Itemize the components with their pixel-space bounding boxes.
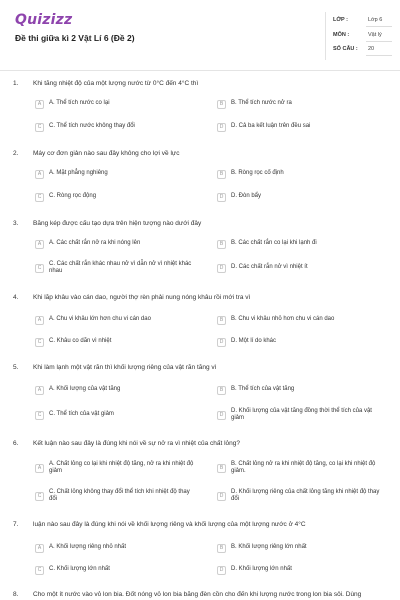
option-d[interactable]	[217, 485, 392, 507]
question-text: Khi tăng nhiệt độ của một lượng nước từ 0°C đến 4°C thì	[33, 80, 199, 87]
option-text: A. Các chất rắn nở ra khi nóng lên	[49, 240, 141, 247]
question-number: 4.	[13, 294, 19, 301]
question-number: 5.	[13, 364, 19, 371]
meta-count-underline	[366, 55, 392, 56]
option-a[interactable]	[35, 237, 210, 251]
meta-subject-label: MÔN :	[333, 32, 350, 38]
option-d[interactable]	[217, 190, 392, 204]
option-letter-badge: A	[35, 544, 44, 553]
option-text: A. Khối lượng của vật tăng	[49, 386, 121, 393]
question-number: 3.	[13, 220, 19, 227]
option-letter-badge: D	[217, 411, 226, 420]
option-b[interactable]	[217, 313, 392, 327]
question-number: 6.	[13, 440, 19, 447]
option-text: A. Mặt phẳng nghiêng	[49, 170, 108, 177]
option-letter-badge: A	[35, 240, 44, 249]
option-letter-badge: C	[35, 338, 44, 347]
option-text: D. Khối lượng của vật tăng đồng thời thể tích của vật giảm	[231, 407, 372, 421]
option-letter-badge: B	[217, 386, 226, 395]
option-letter-badge: A	[35, 316, 44, 325]
question-text: Khi làm lạnh một vật rắn thì khối lượng riêng của vật rắn tăng vì	[33, 364, 217, 371]
option-a[interactable]	[35, 383, 210, 397]
question-text: Cho một ít nước vào vỏ lon bia. Đốt nóng vỏ lon bia bằng đèn cồn cho đến khi lượng nước trong lon bia sôi. Dùng	[33, 591, 362, 598]
option-text: D. Các chất rắn nở vì nhiệt ít	[231, 264, 308, 271]
option-c[interactable]	[35, 120, 210, 134]
option-letter-badge: B	[217, 544, 226, 553]
option-letter-badge: D	[217, 193, 226, 202]
meta-count-label: SỐ CÂU :	[333, 46, 358, 52]
question-number: 7.	[13, 521, 19, 528]
question-text: Kết luận nào sau đây là đúng khi nói về sự nở ra vì nhiệt của chất lỏng?	[33, 440, 240, 447]
option-text: D. Khối lượng lớn nhất	[231, 566, 292, 573]
option-text: C. Chất lỏng không thay đổi thể tích khi nhiệt độ thay đổi	[49, 488, 190, 502]
option-text: C. Thể tích của vật giảm	[49, 411, 114, 418]
option-text: C. Khối lượng lớn nhất	[49, 566, 110, 573]
option-letter-badge: C	[35, 411, 44, 420]
option-letter-badge: A	[35, 170, 44, 179]
option-letter-badge: C	[35, 492, 44, 501]
option-text: B. Khối lượng riêng lớn nhất	[231, 544, 307, 551]
option-d[interactable]	[217, 404, 392, 426]
meta-class-underline	[366, 26, 392, 27]
option-letter-badge: D	[217, 264, 226, 273]
option-letter-badge: C	[35, 123, 44, 132]
option-a[interactable]	[35, 541, 210, 555]
question-text: Khi lắp khâu vào cán dao, người thợ rèn phải nung nóng khâu rồi mới tra vì	[33, 294, 251, 301]
option-text: C. Các chất rắn khác nhau nở vì dẫn nở vì nhiệt khác nhau	[49, 260, 192, 274]
option-b[interactable]	[217, 97, 392, 111]
option-letter-badge: C	[35, 193, 44, 202]
option-letter-badge: C	[35, 264, 44, 273]
option-b[interactable]	[217, 237, 392, 251]
option-text: A. Khối lượng riêng nhỏ nhất	[49, 544, 127, 551]
option-b[interactable]	[217, 167, 392, 181]
option-text: A. Chu vi khâu lớn hơn chu vi cán dao	[49, 316, 151, 323]
option-c[interactable]	[35, 408, 210, 422]
option-b[interactable]	[217, 457, 392, 479]
option-text: B. Ròng rọc cố định	[231, 170, 284, 177]
option-letter-badge: A	[35, 100, 44, 109]
option-text: B. Thể tích nước nở ra	[231, 100, 292, 107]
option-text: A. Chất lỏng co lại khi nhiệt độ tăng, nở ra khi nhiệt độ giảm	[49, 460, 194, 474]
option-a[interactable]	[35, 457, 210, 479]
option-letter-badge: D	[217, 123, 226, 132]
option-d[interactable]	[217, 335, 392, 349]
option-d[interactable]	[217, 120, 392, 134]
option-letter-badge: D	[217, 566, 226, 575]
option-letter-badge: A	[35, 386, 44, 395]
option-letter-badge: A	[35, 464, 44, 473]
option-b[interactable]	[217, 383, 392, 397]
option-b[interactable]	[217, 541, 392, 555]
option-text: D. Khối lượng riêng của chất lỏng tăng khi nhiệt độ thay đổi	[231, 488, 380, 502]
option-text: B. Chu vi khâu nhỏ hơn chu vi cán dao	[231, 316, 335, 323]
option-letter-badge: B	[217, 100, 226, 109]
meta-class-label: LỚP :	[333, 17, 348, 23]
worksheet-title: Đề thi giữa kì 2 Vật Lí 6 (Đề 2)	[15, 33, 135, 43]
option-c[interactable]	[35, 485, 210, 507]
question-number: 1.	[13, 80, 19, 87]
meta-subject-underline	[366, 41, 392, 42]
worksheet-header	[0, 0, 400, 70]
option-letter-badge: C	[35, 566, 44, 575]
question-text: luận nào sau đây là đúng khi nói về khối lượng riêng và khối lượng của một lượng nước ở 4°C	[33, 521, 306, 528]
option-text: C. Ròng rọc động	[49, 193, 97, 200]
option-text: B. Chất lỏng nở ra khi nhiệt độ tăng, co lại khi nhiệt độ giảm.	[231, 460, 376, 474]
option-a[interactable]	[35, 167, 210, 181]
option-letter-badge: B	[217, 316, 226, 325]
option-text: C. Thể tích nước không thay đổi	[49, 123, 135, 130]
option-a[interactable]	[35, 313, 210, 327]
question-text: Máy cơ đơn giản nào sau đây không cho lợi về lực	[33, 150, 180, 157]
option-text: A. Thể tích nước co lại	[49, 100, 110, 107]
option-c[interactable]	[35, 190, 210, 204]
option-text: B. Thể tích của vật tăng	[231, 386, 295, 393]
option-text: D. Cả ba kết luận trên đều sai	[231, 123, 311, 130]
question-text: Băng kép được cấu tạo dựa trên hiện tượng nào dưới đây	[33, 220, 202, 227]
meta-count-value: 20	[368, 46, 375, 52]
option-letter-badge: B	[217, 240, 226, 249]
meta-divider	[325, 12, 326, 60]
option-text: D. Đòn bẩy	[231, 193, 262, 200]
option-text: B. Các chất rắn co lại khi lạnh đi	[231, 240, 317, 247]
option-letter-badge: B	[217, 170, 226, 179]
quizizz-logo: Quizizz	[15, 12, 73, 28]
option-d[interactable]	[217, 563, 392, 577]
option-letter-badge: D	[217, 338, 226, 347]
option-d[interactable]	[217, 261, 392, 275]
meta-class-value: Lớp 6	[368, 17, 383, 23]
option-letter-badge: D	[217, 492, 226, 501]
option-a[interactable]	[35, 97, 210, 111]
question-number: 2.	[13, 150, 19, 157]
header-divider	[0, 70, 400, 71]
meta-subject-value: Vật lý	[368, 32, 382, 38]
option-c[interactable]	[35, 563, 210, 577]
option-c[interactable]	[35, 335, 210, 349]
option-letter-badge: B	[217, 464, 226, 473]
option-text: D. Một lí do khác	[231, 338, 277, 345]
option-c[interactable]	[35, 257, 210, 279]
option-text: C. Khâu co dãn vì nhiệt	[49, 338, 112, 345]
question-number: 8.	[13, 591, 19, 598]
